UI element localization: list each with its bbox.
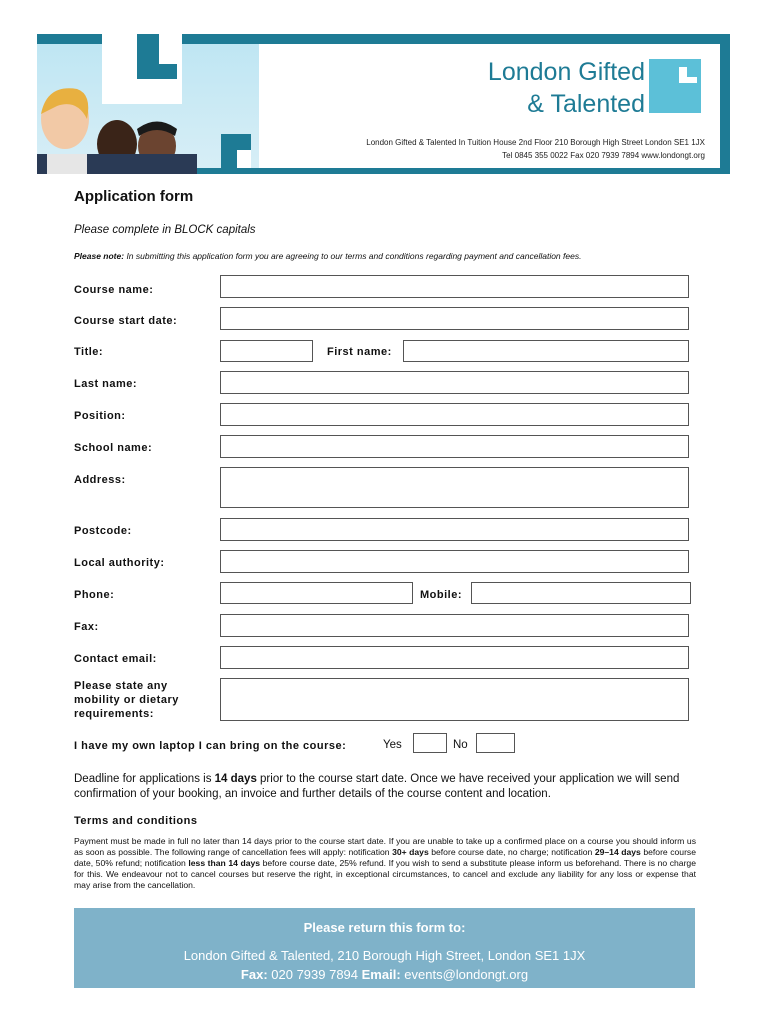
contact-email-input[interactable] <box>220 646 689 669</box>
terms-text-4: before course date, 25% refund. If you wish to send a substitute please inform us beforehand. There is no charge for this. We endeavour not to cancel courses but reserve the right, in exceptional circumstances, to cancel and exclude any liability for any loss or expense that may arise from the cancellation. <box>74 858 696 890</box>
position-input[interactable] <box>220 403 689 426</box>
logo-mark-foot <box>679 77 697 83</box>
title-label: Title: <box>74 346 104 358</box>
address-label: Address: <box>74 474 126 486</box>
mobility-label-line-3: requirements: <box>74 708 154 720</box>
form-subtitle: Please complete in BLOCK capitals <box>74 224 256 236</box>
course-name-input[interactable] <box>220 275 689 298</box>
mobile-label: Mobile: <box>420 589 462 601</box>
course-start-date-input[interactable] <box>220 307 689 330</box>
fax-label: Fax: <box>74 621 99 633</box>
decor-teal-l-horizontal <box>137 64 177 79</box>
local-authority-input[interactable] <box>220 550 689 573</box>
deadline-bold: 14 days <box>214 773 257 785</box>
first-name-label: First name: <box>327 346 392 358</box>
terms-bold-3: less than 14 days <box>188 858 261 868</box>
brand-logo <box>649 59 701 113</box>
address-input[interactable] <box>220 467 689 508</box>
postcode-input[interactable] <box>220 518 689 541</box>
mobility-label <box>74 679 179 721</box>
terms-text-3: before course date, 50% refund; notification <box>74 847 697 868</box>
return-fax-label: Fax: <box>240 967 268 982</box>
return-email-value: events@londongt.org <box>400 967 529 982</box>
laptop-label: I have my own laptop I can bring on the course: <box>74 740 347 752</box>
school-name-label: School name: <box>74 442 153 454</box>
mobile-input[interactable] <box>471 582 691 604</box>
terms-text-2: before course date, no charge; notification <box>428 847 595 857</box>
brand-name <box>435 56 645 120</box>
form-title: Application form <box>74 188 194 205</box>
header-banner <box>37 34 730 174</box>
first-name-input[interactable] <box>403 340 689 362</box>
laptop-no-checkbox[interactable] <box>476 733 515 753</box>
return-contact <box>74 967 695 982</box>
terms-heading: Terms and conditions <box>74 815 198 827</box>
return-address: London Gifted & Talented, 210 Borough High Street, London SE1 1JX <box>183 948 586 963</box>
postcode-label: Postcode: <box>74 525 132 537</box>
header-contact: Tel 0845 355 0022 Fax 020 7939 7894 www.londongt.org <box>502 151 705 160</box>
phone-input[interactable] <box>220 582 413 604</box>
mobility-input[interactable] <box>220 678 689 721</box>
brand-line-2: & Talented <box>527 90 645 118</box>
banner-right-bar <box>720 34 730 174</box>
course-start-date-label: Course start date: <box>74 315 178 327</box>
phone-label: Phone: <box>74 589 115 601</box>
terms-bold-1: 30+ days <box>392 847 429 857</box>
mobility-label-line-2: mobility or dietary <box>74 694 179 706</box>
deadline-part-1: Deadline for applications is <box>74 773 215 785</box>
deadline-text <box>74 772 699 802</box>
header-address: London Gifted & Talented In Tuition House 2nd Floor 210 Borough High Street London SE1 1JX <box>366 138 705 147</box>
deadline-part-2: prior to the course start date. Once we have received your application we will send confirmation of your booking, an invoice and further details of the course content and location. <box>74 773 680 800</box>
laptop-yes-label: Yes <box>383 739 402 751</box>
terms-text-1: Payment must be made in full no later than 14 days prior to the course start date. If you are unable to take up a confirmed place on a course you should inform us as soon as possible. The following range of cancellation fees will apply: notification <box>74 836 696 857</box>
fax-input[interactable] <box>220 614 689 637</box>
laptop-no-label: No <box>453 739 468 751</box>
local-authority-label: Local authority: <box>74 557 165 569</box>
brand-line-1: London Gifted <box>487 58 645 86</box>
laptop-yes-checkbox[interactable] <box>413 733 447 753</box>
course-name-label: Course name: <box>74 284 154 296</box>
return-info-box <box>74 908 695 988</box>
decor-white-notch <box>237 150 251 168</box>
contact-email-label: Contact email: <box>74 653 157 665</box>
mobility-label-line-1: Please state any <box>74 680 168 692</box>
form-note <box>74 251 581 261</box>
title-input[interactable] <box>220 340 313 362</box>
terms-bold-2: 29–14 days <box>594 847 641 857</box>
school-name-input[interactable] <box>220 435 689 458</box>
return-fax-value: 020 7939 7894 <box>267 967 362 982</box>
note-text: In submitting this application form you are agreeing to our terms and conditions regarding payment and cancellation fees. <box>124 251 582 261</box>
return-email-label: Email: <box>361 967 401 982</box>
last-name-input[interactable] <box>220 371 689 394</box>
return-heading: Please return this form to: <box>303 920 466 935</box>
note-label: Please note: <box>74 251 125 261</box>
position-label: Position: <box>74 410 126 422</box>
last-name-label: Last name: <box>74 378 138 390</box>
terms-text <box>74 836 696 891</box>
